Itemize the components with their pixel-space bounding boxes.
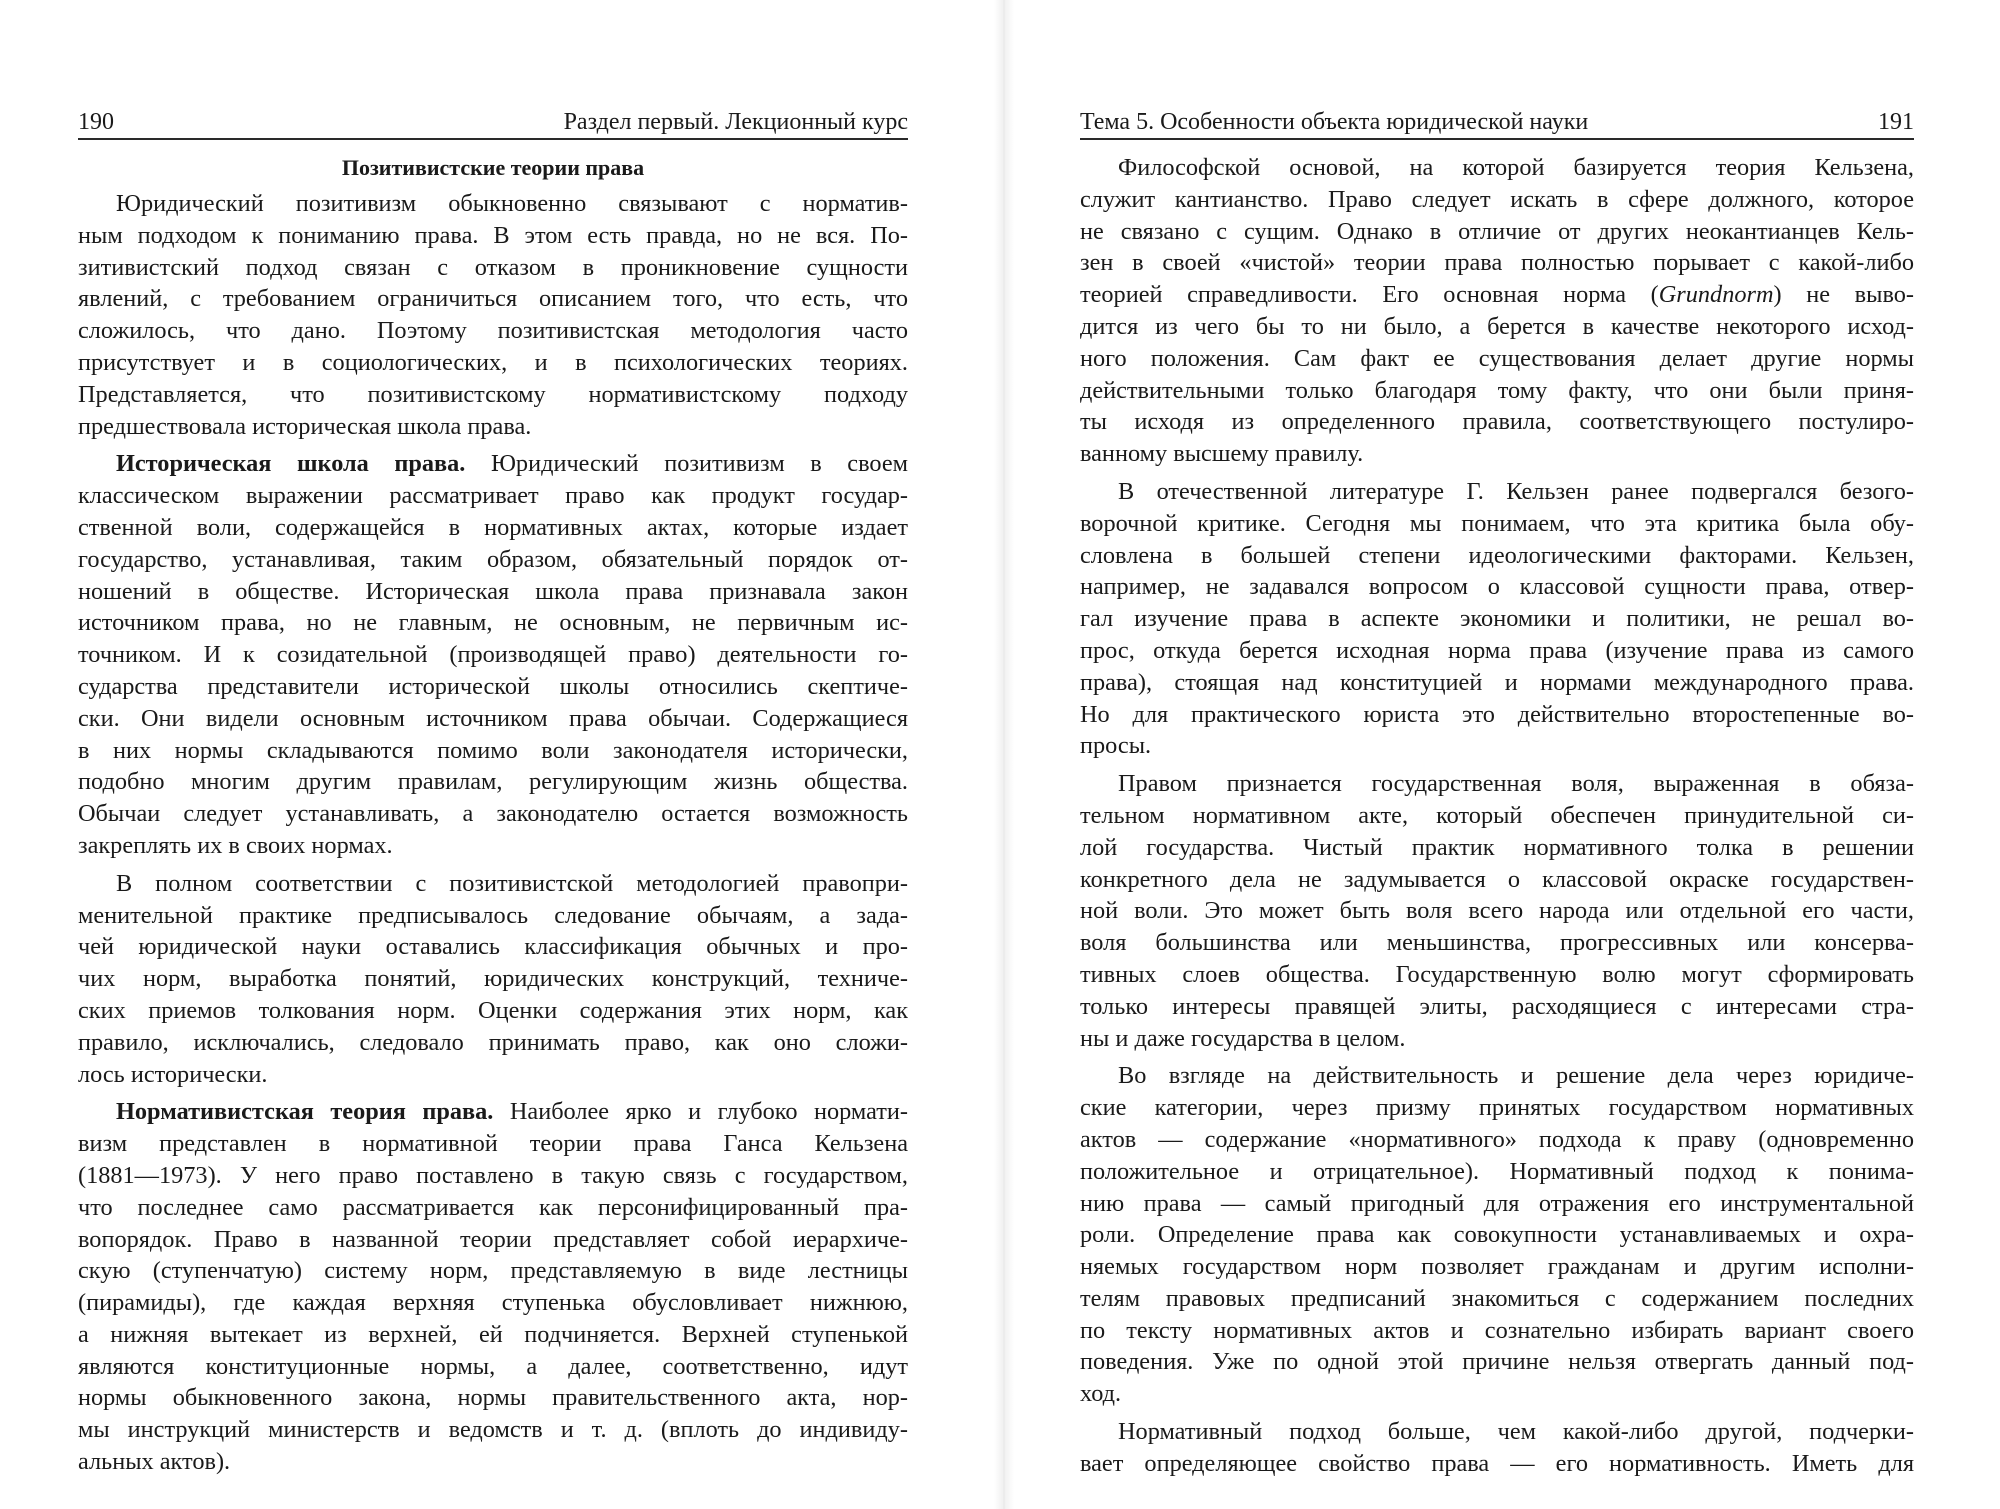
- text-line: теорией справедливости. Его основная норма (Grundnorm) не выво-: [1080, 281, 1914, 309]
- text-line: действительными только благодаря тому факту, что они были приня-: [1080, 376, 1914, 404]
- text-line: сударства представители исторической школы относились скептиче-: [78, 672, 908, 700]
- book-gutter: [994, 0, 1014, 1509]
- text-line: лой государства. Чистый практик нормативного толка в решении: [1080, 833, 1914, 861]
- text-line: только интересы правящей элиты, расходящиеся с интересами стра-: [1080, 992, 1914, 1020]
- text-line: что последнее само рассматривается как персонифицированный пра-: [78, 1193, 908, 1221]
- paragraph: [1080, 1416, 1914, 1480]
- paragraph: [78, 868, 908, 1091]
- text-line: положительное и отрицательное). Нормативный подход к понима-: [1080, 1157, 1914, 1185]
- text-line: служит кантианство. Право следует искать в сфере должного, которое: [1080, 185, 1914, 213]
- text-line: менительной практике предписывалось следование обычаям, а зада-: [78, 901, 908, 929]
- text-line: В отечественной литературе Г. Кельзен ранее подвергался безого-: [1118, 477, 1914, 505]
- text-line: Философской основой, на которой базируется теория Кельзена,: [1118, 154, 1914, 181]
- run-in-heading: Нормативистская теория права.: [116, 1098, 494, 1126]
- text-line: являются конституционные нормы, а далее, соответственно, идут: [78, 1352, 908, 1380]
- text-line: нию права — самый пригодный для отражения его инструментальной: [1080, 1189, 1914, 1217]
- text-line: скую (ступенчатую) систему норм, представляемую в виде лестницы: [78, 1257, 908, 1285]
- text-line: гал изучение права в аспекте экономики и политики, не решал во-: [1080, 605, 1914, 633]
- text-line: зитивистский подход связан с отказом в проникновение сущности: [78, 253, 908, 281]
- text-line: ной воли. Это может быть воля всего народа или отдельной его части,: [1080, 897, 1914, 925]
- text-line: альных актов).: [78, 1448, 231, 1476]
- text-line: Историческая школа права. Юридический позитивизм в своем: [116, 450, 908, 478]
- right-running-header: [1080, 106, 1914, 140]
- text-line: присутствует и в социологических, и в психологических теориях.: [78, 348, 908, 376]
- paragraph: [1080, 476, 1914, 762]
- text-line: ские категории, через призму принятых государством нормативных: [1080, 1094, 1914, 1122]
- text-line: права), стоящая над конституцией и нормами международного права.: [1080, 668, 1914, 696]
- text-line: Представляется, что позитивистскому нормативистскому подходу: [78, 380, 908, 408]
- text-line: ских приемов толкования норм. Оценки содержания этих норм, как: [78, 996, 908, 1024]
- left-page-number: 190: [78, 109, 114, 135]
- paragraph: [78, 188, 908, 442]
- text-line: поведения. Уже по одной этой причине нельзя отвергать данный под-: [1080, 1348, 1914, 1376]
- text-line: няемых государством норм позволяет гражданам и другим исполни-: [1080, 1253, 1914, 1281]
- text-line: В полном соответствии с позитивистской методологией правопри-: [116, 869, 908, 897]
- text-line: предшествовала историческая школа права.: [78, 412, 532, 440]
- text-line: (1881—1973). У него право поставлено в такую связь с государством,: [78, 1161, 908, 1189]
- text-line: ты исходя из определенного правила, соответствующего постулиро-: [1080, 408, 1914, 436]
- text-line: Нормативистская теория права. Наиболее ярко и глубоко нормати-: [116, 1098, 908, 1126]
- text-line: по тексту нормативных актов и сознательно избирать вариант своего: [1080, 1316, 1914, 1344]
- text-line: например, не задавался вопросом о классовой сущности права, отвер-: [1080, 573, 1914, 601]
- text-line: дится из чего бы то ни было, а берется в качестве некоторого исход-: [1080, 312, 1914, 340]
- text-line: классическом выражении рассматривает право как продукт государ-: [78, 482, 908, 510]
- text-line: ного положения. Сам факт ее существования делает другие нормы: [1080, 344, 1914, 372]
- text-line: ношений в обществе. Историческая школа права признавала закон: [78, 577, 908, 605]
- text-line: ски. Они видели основным источником права обычаи. Содержащиеся: [78, 704, 908, 732]
- text-line: лось исторически.: [78, 1060, 268, 1088]
- text-line: ванному высшему правилу.: [1080, 440, 1364, 468]
- text-line: ход.: [1080, 1380, 1122, 1408]
- text-line: в них нормы складываются помимо воли законодателя исторически,: [78, 736, 908, 764]
- text-line: зен в своей «чистой» теории права полностью порывает с какой-либо: [1080, 249, 1914, 277]
- paragraph: [78, 1096, 908, 1478]
- text-line: словлена в большей степени идеологическими факторами. Кельзен,: [1080, 541, 1914, 569]
- text-line: воля большинства или меньшинства, прогрессивных или консерва-: [1080, 929, 1914, 957]
- text-line: источником права, но не главным, не основным, не первичным ис-: [78, 609, 908, 637]
- text-line: нормы обыкновенного закона, нормы правительственного акта, нор-: [78, 1384, 908, 1412]
- left-running-title: Раздел первый. Лекционный курс: [563, 109, 908, 135]
- text-line: актов — содержание «нормативного» подхода к праву (одновременно: [1080, 1125, 1914, 1153]
- text-line: конкретного дела не задумывается о классовой окраске государствен-: [1080, 865, 1914, 893]
- text-line: вает определяющее свойство права — его нормативность. Иметь для: [1080, 1449, 1914, 1477]
- text-line: государство, устанавливая, таким образом, обязательный порядок от-: [78, 545, 908, 573]
- text-line: ны и даже государства в целом.: [1080, 1024, 1406, 1052]
- text-line: Но для практического юриста это действительно второстепенные во-: [1080, 700, 1914, 728]
- text-line: телям правовых предписаний знакомиться с содержанием последних: [1080, 1284, 1914, 1312]
- text-line: вопорядок. Право в названной теории представляет собой иерархиче-: [78, 1225, 908, 1253]
- text-line: а нижняя вытекает из верхней, ей подчиняется. Верхней ступенькой: [78, 1320, 908, 1348]
- text-line: точником. И к созидательной (производящей право) деятельности го-: [78, 641, 908, 669]
- right-page-number: 191: [1878, 109, 1914, 135]
- text-line: роли. Определение права как совокупности устанавливаемых и охра-: [1080, 1221, 1914, 1249]
- text-line: (пирамиды), где каждая верхняя ступенька обусловливает нижнюю,: [78, 1289, 908, 1317]
- paragraph: [1080, 768, 1914, 1054]
- text-line: Юридический позитивизм обыкновенно связывают с норматив-: [116, 190, 908, 217]
- text-line: явлений, с требованием ограничиться описанием того, что есть, что: [78, 285, 908, 313]
- text-line: закреплять их в своих нормах.: [78, 831, 393, 859]
- paragraph: [1080, 1060, 1914, 1410]
- italic-term: Grundnorm: [1658, 281, 1774, 309]
- text-line: прос, откуда берется исходная норма права (изучение права из самого: [1080, 636, 1914, 664]
- text-line: визм представлен в нормативной теории права Ганса Кельзена: [78, 1130, 908, 1158]
- run-in-heading: Историческая школа права.: [116, 450, 466, 478]
- paragraph: [1080, 152, 1914, 470]
- text-line: Обычаи следует устанавливать, а законодателю остается возможность: [78, 800, 908, 828]
- paragraph: [78, 448, 908, 861]
- text-line: просы.: [1080, 732, 1152, 760]
- text-line: чих норм, выработка понятий, юридических конструкций, техниче-: [78, 965, 908, 993]
- text-line: тельном нормативном акте, который обеспечен принудительной си-: [1080, 801, 1914, 829]
- left-running-header: [78, 106, 908, 140]
- text-line: подобно многим другим правилам, регулирующим жизнь общества.: [78, 768, 908, 796]
- text-line: Во взгляде на действительность и решение дела через юридиче-: [1118, 1062, 1914, 1090]
- text-line: ным подходом к пониманию права. В этом есть правда, но не вся. По-: [78, 221, 908, 249]
- text-line: Нормативный подход больше, чем какой-либо другой, подчерки-: [1118, 1418, 1914, 1446]
- section-heading: Позитивистские теории права: [341, 155, 645, 180]
- text-line: правило, исключались, следовало принимать право, как оно сложи-: [78, 1028, 908, 1056]
- left-page-body: [78, 152, 908, 1478]
- text-line: сложилось, что дано. Поэтому позитивистская методология часто: [78, 317, 908, 345]
- text-line: ственной воли, содержащейся в нормативных актах, которые издает: [78, 513, 908, 541]
- text-line: Правом признается государственная воля, выраженная в обяза-: [1118, 770, 1914, 798]
- text-line: чей юридической науки оставались классификация обычных и про-: [78, 933, 908, 961]
- left-page: [78, 0, 908, 1509]
- text-line: ворочной критике. Сегодня мы понимаем, что эта критика была обу-: [1080, 509, 1914, 537]
- text-line: мы инструкций министерств и ведомств и т. д. (вплоть до индивиду-: [78, 1416, 908, 1444]
- right-page: [1080, 0, 1914, 1509]
- right-running-title: Тема 5. Особенности объекта юридической науки: [1080, 109, 1589, 135]
- right-page-body: [1080, 152, 1914, 1480]
- text-line: не связано с сущим. Однако в отличие от других неокантианцев Кель-: [1080, 217, 1914, 245]
- text-line: тивных слоев общества. Государственную волю могут сформировать: [1080, 960, 1914, 988]
